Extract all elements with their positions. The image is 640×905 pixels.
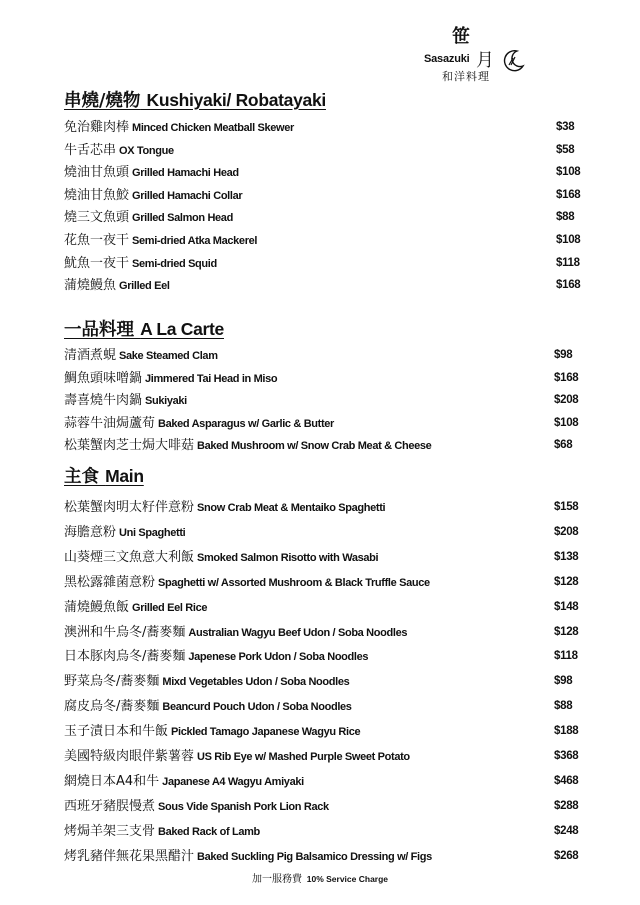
menu-item-name-zh: 海膽意粉	[64, 524, 117, 540]
service-charge-note	[0, 870, 640, 885]
section-title-kushiyaki	[64, 87, 326, 112]
menu-item-name-en: Grilled Eel Rice	[132, 601, 208, 614]
menu-item	[64, 185, 581, 205]
menu-item	[64, 390, 579, 410]
menu-item-name-en: Grilled Hamachi Head	[132, 167, 239, 180]
menu-item	[64, 646, 576, 666]
menu-item	[64, 622, 579, 642]
menu-item	[64, 572, 579, 592]
menu-item	[64, 413, 579, 433]
crescent-leaf-icon	[500, 48, 526, 74]
menu-item-name-zh: 燒油甘魚頭	[64, 165, 130, 181]
menu-item-name-zh: 松葉蟹肉芝士焗大啡菇	[64, 438, 195, 454]
menu-item-name-en: Baked Suckling Pig Balsamico Dressing w/ Figs	[197, 850, 432, 863]
menu-item-price: $208	[554, 394, 579, 407]
menu-item-price: $88	[556, 211, 575, 224]
section-title-en: A La Carte	[140, 319, 224, 339]
menu-item-name-en: Mixd Vegetables Udon / Soba Noodles	[162, 676, 350, 689]
menu-item-name-en: Grilled Salmon Head	[132, 212, 233, 225]
menu-item	[64, 746, 579, 766]
section-title-en: Kushiyaki/ Robatayaki	[146, 90, 326, 110]
menu-item-name-zh: 美國特級肉眼伴紫薯蓉	[64, 749, 195, 764]
menu-item-name-zh: 清酒煮蜆	[64, 348, 117, 363]
menu-item-name-zh: 玉子漬日本和牛飯	[64, 724, 169, 740]
menu-item-price: $168	[554, 371, 579, 384]
menu-item-name-zh: 腐皮烏冬/蕎麥麵	[64, 699, 160, 715]
section-title-zh: 主食	[64, 467, 99, 487]
menu-item-name-en: Beancurd Pouch Udon / Soba Noodles	[162, 701, 352, 714]
menu-item-name-zh: 牛舌芯串	[64, 142, 117, 158]
menu-item-price: $108	[554, 416, 579, 429]
menu-item-name-zh: 免治雞肉棒	[64, 120, 130, 135]
logo-kanji-top: 笹	[452, 26, 470, 47]
menu-item-name-en: Baked Mushroom w/ Snow Crab Meat & Cheese	[197, 440, 432, 453]
menu-item-name-zh: 鯛魚頭味噌鍋	[64, 370, 143, 386]
menu-item	[64, 522, 579, 542]
menu-item	[64, 796, 579, 816]
service-charge-en: 10% Service Charge	[306, 874, 389, 884]
restaurant-logo	[424, 22, 534, 84]
service-charge-zh: 加一服務費	[251, 874, 302, 885]
menu-item-price: $108	[556, 166, 581, 179]
menu-item-price: $128	[554, 625, 579, 638]
menu-item-name-en: Baked Asparagus w/ Garlic & Butter	[158, 417, 334, 430]
menu-item-price: $38	[556, 121, 575, 133]
menu-item	[64, 671, 576, 691]
menu-item	[64, 162, 581, 182]
menu-item-name-zh: 燒油甘魚鮫	[64, 187, 130, 203]
menu-item-name-en: US Rib Eye w/ Mashed Purple Sweet Potato	[197, 751, 410, 763]
menu-item-name-zh: 花魚一夜干	[64, 233, 130, 248]
menu-item-price: $148	[554, 600, 579, 613]
menu-item-price: $128	[554, 575, 579, 588]
menu-item-price: $118	[554, 650, 578, 663]
section-title-en: Main	[105, 466, 144, 486]
menu-item	[64, 821, 579, 841]
menu-item-price: $158	[554, 501, 579, 513]
menu-item-name-en: Japanese A4 Wagyu Amiyaki	[162, 775, 304, 788]
menu-item	[64, 368, 579, 388]
menu-item-price: $138	[554, 550, 579, 563]
section-title-main	[64, 463, 144, 488]
menu-item-price: $248	[554, 824, 579, 837]
menu-item-name-en: Grilled Eel	[119, 280, 170, 293]
menu-item	[64, 140, 576, 160]
menu-item-name-zh: 野菜烏冬/蕎麥麵	[64, 674, 160, 690]
menu-item-price: $368	[554, 750, 579, 762]
menu-item-name-zh: 壽喜燒牛肉鍋	[64, 393, 143, 409]
menu-item-price: $118	[556, 256, 580, 269]
menu-item	[64, 497, 579, 517]
menu-item-price: $58	[556, 143, 575, 156]
menu-item-name-zh: 網燒日本A4和牛	[64, 773, 160, 789]
menu-item-name-zh: 蒲燒鰻魚	[64, 278, 117, 294]
menu-item-name-zh: 日本豚肉烏冬/蕎麥麵	[64, 649, 186, 665]
menu-item	[64, 696, 576, 716]
menu-item	[64, 345, 576, 365]
menu-item	[64, 253, 580, 273]
menu-item-price: $288	[554, 799, 579, 812]
menu-item-name-zh: 烤乳豬伴無花果黑醋汁	[64, 848, 195, 864]
menu-item-name-en: OX Tongue	[119, 144, 174, 157]
menu-item-name-en: Smoked Salmon Risotto with Wasabi	[197, 551, 379, 564]
section-title-zh: 串燒/燒物	[64, 91, 141, 111]
menu-item-price: $108	[556, 234, 581, 246]
menu-item-price: $88	[554, 700, 573, 713]
menu-item-price: $168	[556, 279, 581, 292]
menu-item-name-en: Spaghetti w/ Assorted Mushroom & Black Truffle Sauce	[158, 576, 430, 589]
menu-item	[64, 207, 576, 227]
menu-item-name-zh: 澳洲和牛烏冬/蕎麥麵	[64, 624, 186, 640]
section-title-a-la-carte	[64, 316, 224, 341]
menu-item-name-zh: 西班牙豬脵慢煮	[64, 798, 156, 814]
menu-item-price: $208	[554, 525, 579, 538]
menu-item-name-zh: 黑松露雜菌意粉	[64, 574, 156, 590]
menu-item-name-zh: 魷魚一夜干	[64, 255, 130, 271]
menu-item-name-en: Snow Crab Meat & Mentaiko Spaghetti	[197, 502, 386, 514]
menu-item-name-en: Grilled Hamachi Collar	[132, 189, 243, 202]
menu-item-price: $268	[554, 849, 579, 862]
menu-item-name-en: Australian Wagyu Beef Udon / Soba Noodles	[188, 626, 408, 639]
menu-item	[64, 771, 579, 791]
menu-item-price: $98	[554, 349, 573, 361]
menu-item-price: $68	[554, 439, 573, 452]
menu-item-price: $468	[554, 774, 579, 787]
menu-item-name-en: Baked Rack of Lamb	[158, 825, 260, 838]
menu-item-name-en: Japenese Pork Udon / Soba Noodles	[188, 651, 369, 664]
menu-item-price: $168	[556, 188, 581, 201]
section-title-zh: 一品料理	[64, 320, 134, 340]
menu-item	[64, 846, 579, 866]
logo-subtitle: 和洋料理	[442, 70, 490, 83]
menu-item-price: $188	[554, 725, 579, 738]
menu-item-name-en: Semi-dried Atka Mackerel	[132, 235, 258, 247]
menu-item	[64, 275, 581, 295]
menu-item-name-en: Sukiyaki	[145, 395, 187, 408]
menu-item-name-en: Uni Spaghetti	[119, 526, 186, 539]
menu-item-name-zh: 蒲燒鰻魚飯	[64, 599, 130, 615]
menu-item-name-zh: 烤焗羊架三支骨	[64, 823, 156, 839]
menu-item-name-zh: 松葉蟹肉明太籽伴意粉	[64, 500, 195, 515]
menu-item-name-en: Jimmered Tai Head in Miso	[145, 372, 278, 385]
menu-item	[64, 117, 576, 137]
logo-kanji-moon: 月	[476, 50, 494, 71]
menu-item-name-en: Minced Chicken Meatball Skewer	[132, 122, 294, 134]
menu-item-name-zh: 蒜蓉牛油焗蘆荀	[64, 415, 156, 431]
menu-item-name-en: Semi-dried Squid	[132, 257, 217, 270]
menu-item	[64, 435, 576, 455]
menu-item-price: $98	[554, 675, 573, 688]
menu-item-name-zh: 山葵煙三文魚意大利飯	[64, 549, 195, 565]
menu-item-name-en: Sous Vide Spanish Pork Lion Rack	[158, 800, 329, 813]
menu-item-name-en: Pickled Tamago Japanese Wagyu Rice	[171, 726, 361, 739]
menu-item	[64, 230, 581, 250]
logo-roman-name: Sasazuki	[424, 53, 470, 65]
menu-item-name-en: Sake Steamed Clam	[119, 350, 218, 362]
menu-item	[64, 597, 579, 617]
menu-item	[64, 547, 579, 567]
menu-item	[64, 721, 579, 741]
menu-item-name-zh: 燒三文魚頭	[64, 210, 130, 226]
